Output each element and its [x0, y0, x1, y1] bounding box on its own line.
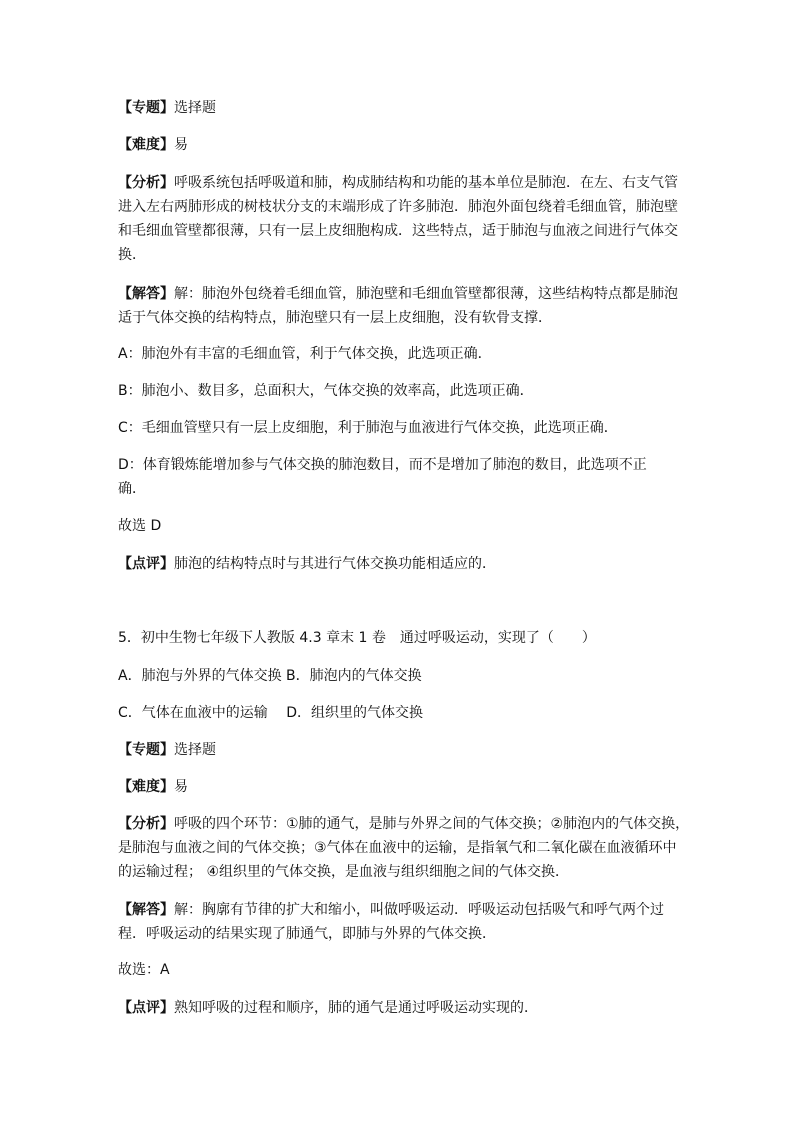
q4-analysis-label: 【分析】: [118, 175, 174, 191]
q5-analysis-label: 【分析】: [118, 816, 174, 832]
q4-option-d-line-2: 确．: [118, 481, 146, 497]
q4-choice: 故选 D: [118, 518, 162, 534]
q5-answer: [118, 898, 678, 946]
q4-topic-label: 【专题】: [118, 100, 174, 116]
q4-difficulty: [118, 133, 678, 157]
q4-difficulty-label: 【难度】: [118, 137, 174, 153]
q5-analysis-line-1: 呼吸的四个环节：①肺的通气，是肺与外界之间的气体交换；②肺泡内的气体交换，: [174, 816, 690, 832]
q4-comment-label: 【点评】: [118, 556, 174, 572]
q5-difficulty-label: 【难度】: [118, 779, 174, 795]
q4-comment: [118, 552, 678, 576]
q5-answer-label: 【解答】: [118, 902, 174, 918]
q4-answer-label: 【解答】: [118, 286, 174, 302]
q4-topic: [118, 96, 678, 120]
q5-comment: [118, 996, 678, 1020]
q5-topic: [118, 738, 678, 762]
q4-analysis: [118, 171, 678, 267]
q4-comment-text: 肺泡的结构特点时与其进行气体交换功能相适应的．: [174, 556, 496, 572]
q4-topic-text: 选择题: [174, 100, 216, 116]
q4-answer: [118, 282, 678, 330]
q5-options-row-1: A．肺泡与外界的气体交换 B．肺泡内的气体交换: [118, 668, 422, 684]
q5-comment-text: 熟知呼吸的过程和顺序，肺的通气是通过呼吸运动实现的．: [174, 1000, 538, 1016]
q4-option-b: B：肺泡小、数目多，总面积大，气体交换的效率高，此选项正确．: [118, 383, 534, 399]
q4-answer-line-1: 解：肺泡外包绕着毛细血管，肺泡壁和毛细血管壁都很薄，这些结构特点都是肺泡: [174, 286, 678, 302]
q5-options-row-2: C．气体在血液中的运输 D．组织里的气体交换: [118, 705, 424, 721]
q4-option-a: A：肺泡外有丰富的毛细血管，利于气体交换，此选项正确．: [118, 346, 492, 362]
q5-choice: 故选：A: [118, 962, 170, 978]
q5-analysis-line-3: 的运输过程； ④组织里的气体交换，是血液与组织细胞之间的气体交换．: [118, 864, 569, 880]
q5-answer-line-2: 程．呼吸运动的结果实现了肺通气，即肺与外界的气体交换．: [118, 926, 496, 942]
q4-analysis-line-1: 呼吸系统包括呼吸道和肺，构成肺结构和功能的基本单位是肺泡．在左、右支气管: [174, 175, 678, 191]
q5-topic-text: 选择题: [174, 742, 216, 758]
q5-difficulty-text: 易: [174, 779, 188, 795]
q4-analysis-line-3: 和毛细血管壁都很薄，只有一层上皮细胞构成．这些特点，适于肺泡与血液之间进行气体交: [118, 223, 678, 239]
q4-option-d-line-1: D：体育锻炼能增加参与气体交换的肺泡数目，而不是增加了肺泡的数目，此选项不正: [118, 457, 647, 473]
q5-topic-label: 【专题】: [118, 742, 174, 758]
q4-analysis-line-4: 换．: [118, 247, 146, 263]
q4-option-d: [118, 453, 678, 501]
q4-difficulty-text: 易: [174, 137, 188, 153]
q5-comment-label: 【点评】: [118, 1000, 174, 1016]
q5-answer-line-1: 解：胸廓有节律的扩大和缩小，叫做呼吸运动．呼吸运动包括吸气和呼气两个过: [174, 902, 664, 918]
q5-stem: 5．初中生物七年级下人教版 4.3 章末 1 卷 通过呼吸运动，实现了（ ）: [118, 630, 596, 646]
q4-analysis-line-2: 进入左右两肺形成的树枝状分支的末端形成了许多肺泡．肺泡外面包绕着毛细血管，肺泡壁: [118, 199, 678, 215]
q4-answer-line-2: 适于气体交换的结构特点，肺泡壁只有一层上皮细胞，没有软骨支撑．: [118, 310, 552, 326]
q4-option-c: C：毛细血管壁只有一层上皮细胞，利于肺泡与血液进行气体交换，此选项正确．: [118, 420, 618, 436]
q5-difficulty: [118, 775, 678, 799]
q5-analysis-line-2: 是肺泡与血液之间的气体交换；③气体在血液中的运输，是指氧气和二氧化碳在血液循环中: [118, 840, 677, 856]
q5-analysis: [118, 812, 690, 884]
